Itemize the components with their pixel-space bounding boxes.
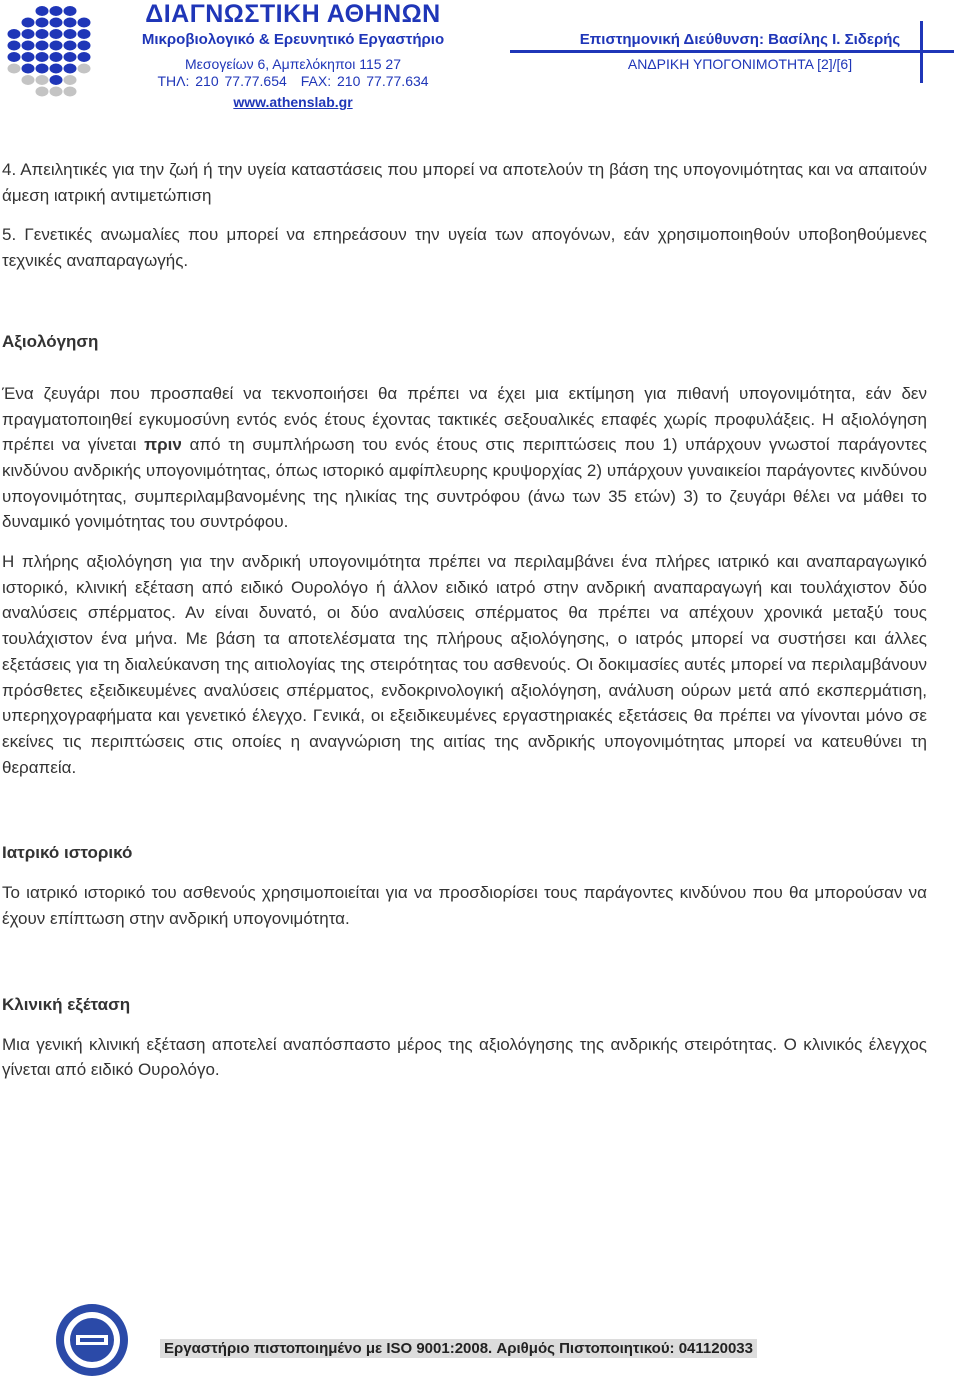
list-item-4: 4. Απειλητικές για την ζωή ή την υγεία καταστάσεις που μπορεί να αποτελούν τη βάση της υπογονιμότητας και να απαιτούν άμεση ιατρική αντιμετώπιση: [2, 160, 927, 205]
evaluation-paragraph-1: [2, 381, 927, 535]
document-topic: ΑΝΔΡΙΚΗ ΥΠΟΓΟΝΙΜΟΤΗΤΑ [2]/[6]: [627, 56, 853, 72]
lab-logo-icon: [6, 4, 92, 98]
section-heading-medical-history: Ιατρικό ιστορικό: [2, 843, 133, 863]
evaluation-p1-text-b: από τη συμπλήρωση του ενός έτους στις περιπτώσεις που 1) υπάρχουν γνωστοί παράγοντες κινδύνου ανδρικής υπογονιμότητας, όπως ιστορικό αμφίπλευρης κρυψορχίας 2) υπάρχουν γυναικείοι παράγοντες κινδύνου υπογονιμότητας, συμπεριλαμβανομένης της ηλικίας της συντρόφου (άνω των 35 ετών) 3) το ζευγάρι θέλει να μάθει το δυναμικό γονιμότητας του συντρόφου.: [2, 435, 927, 532]
lab-address: Μεσογείων 6, Αμπελόκηποι 115 27: [185, 56, 401, 72]
header-divider: [510, 50, 954, 53]
section-heading-clinical-exam: Κλινική εξέταση: [2, 994, 131, 1014]
clinical-exam-paragraph: Μια γενική κλινική εξέταση αποτελεί αναπόσπαστο μέρος της αξιολόγησης της ανδρικής στειρότητας. Ο κλινικός έλεγχος γίνεται από ειδικό Ουρολόγο.: [2, 1034, 927, 1080]
evaluation-paragraph-2: Η πλήρης αξιολόγηση για την ανδρική υπογονιμότητα πρέπει να περιλαμβάνει ένα πλήρες ιατρικό και αναπαραγωγικό ιστορικό, κλινική εξέταση από ειδικό Ουρολόγο ή άλλον ειδικό ιατρό στην ανδρική αναπαραγωγή και τουλάχιστον δύο αναλύσεις σπέρματος. Αν είναι δυνατό, οι δύο αναλύσεις σπέρματος θα πρέπει να απέχουν χρονικά μεταξύ τους τουλάχιστον ένα μήνα. Με βάση τα αποτελέσματα της πλήρους αξιολόγησης, ο ιατρός μπορεί να συστήσει και άλλες εξετάσεις για τη διαλεύκανση της αιτιολογίας της στειρότητας του ασθενούς. Οι δοκιμασίες αυτές μπορεί να περιλαμβάνουν πρόσθετες εξειδικευμένες αναλύσεις σπέρματος, ενδοκρινολογική αξιολόγηση, ανάλυση ούρων μετά από εκσπερμάτιση, υπερηχογραφήματα και γενετικό έλεγχο. Γενικά, οι εξειδικευμένες εργαστηριακές εξετάσεις θα πρέπει να γίνονται μόνο σε εκείνες τις περιπτώσεις στις οποίες η αναγνώριση της αιτίας της ανδρικής υπογονιμότητας μπορεί να κατευθύνει τη θεραπεία.: [2, 552, 927, 777]
certification-note: Εργαστήριο πιστοποιημένο με ISO 9001:2008. Αριθμός Πιστοποιητικού: 041120033: [160, 1339, 757, 1358]
scientific-direction: Επιστημονική Διεύθυνση: Βασίλης Ι. Σιδερής: [579, 31, 901, 48]
document-body: [2, 157, 927, 1083]
header-vertical-divider: [920, 21, 923, 83]
lab-contact: [128, 73, 458, 89]
evaluation-p1-emphasis: πριν: [144, 435, 182, 455]
lab-fax: FAX: 210 77.77.634: [300, 73, 429, 89]
evaluation-p1-text-a: Ένα ζευγάρι που προσπαθεί να τεκνοποιήσει θα πρέπει να έχει μια εκτίμηση για πιθανή υπογονιμότητα, εάν δεν πραγματοποιηθεί εγκυμοσύνη εντός ενός έτους έχοντας τακτικές σεξουαλικές επαφές χωρίς προφυλάξεις. Η αξιολόγηση πρέπει να γίνεται: [2, 383, 927, 455]
section-heading-evaluation: Αξιολόγηση: [2, 331, 99, 351]
lab-subtitle: Μικροβιολογικό & Ερευνητικό Εργαστήριο: [141, 31, 445, 48]
lab-phone: ΤΗΛ: 210 77.77.654: [157, 73, 287, 89]
lab-name: ΔΙΑΓΝΩΣΤΙΚΗ ΑΘΗΝΩΝ: [145, 0, 441, 28]
lab-website-link[interactable]: www.athenslab.gr: [233, 94, 353, 110]
medical-history-paragraph: Το ιατρικό ιστορικό του ασθενούς χρησιμοποιείται για να προσδιορίσει τους παράγοντες κινδύνου που θα μπορούσαν να έχουν επίπτωση στην ανδρική υπογονιμότητα.: [2, 883, 927, 929]
tuv-nord-certification-seal-icon: [54, 1302, 130, 1378]
list-item-5: 5. Γενετικές ανωμαλίες που μπορεί να επηρεάσουν την υγεία των απογόνων, εάν χρησιμοποιηθούν υποβοηθούμενες τεχνικές αναπαραγωγής.: [2, 225, 927, 271]
